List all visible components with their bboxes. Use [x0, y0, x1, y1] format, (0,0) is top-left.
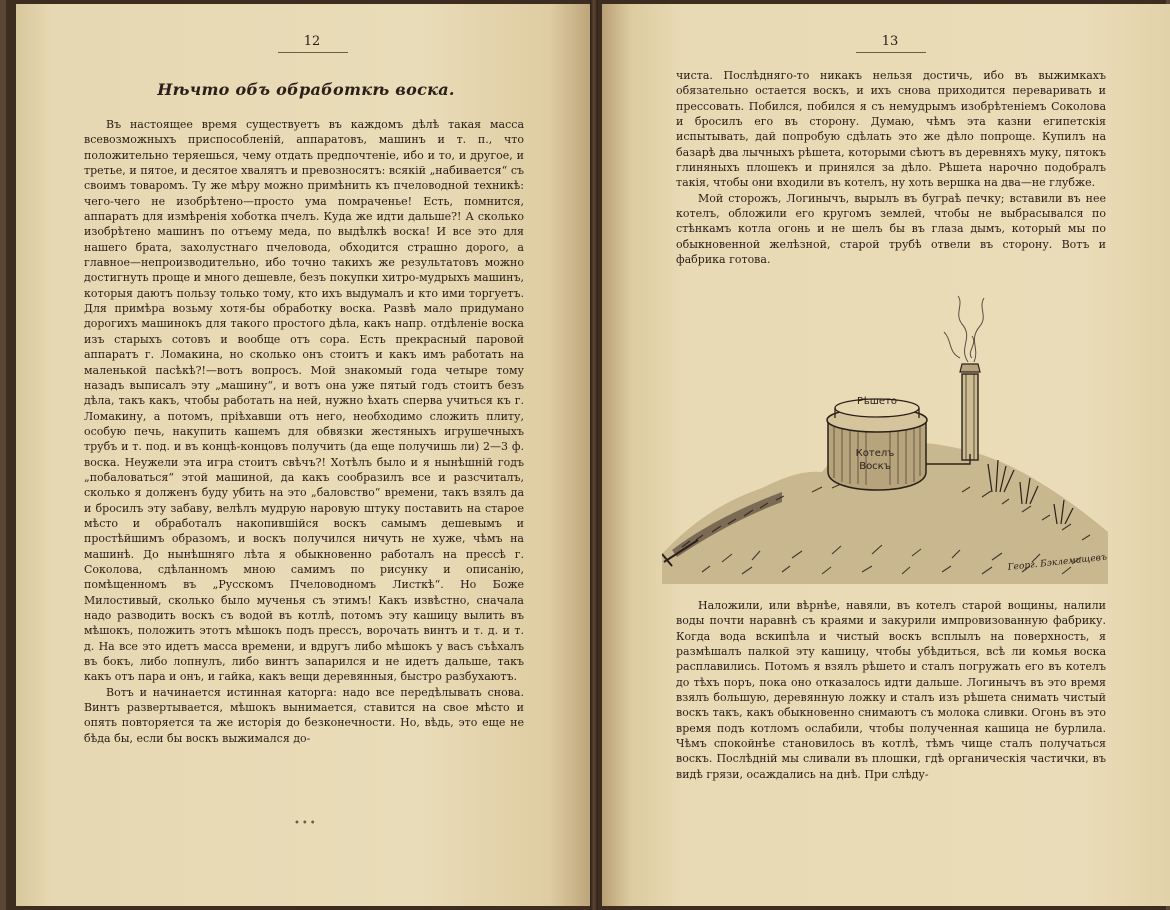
page-number-rule [278, 52, 348, 53]
wax-label: Воскъ [859, 461, 891, 472]
wax-kettle-illustration [662, 292, 1108, 584]
right-top-text [676, 68, 1106, 267]
book-spread [6, 0, 1166, 910]
page-number-rule [856, 52, 926, 53]
page-number: 12 [303, 34, 321, 49]
right-bottom-text [676, 598, 1106, 782]
paragraph: Наложили, или вѣрнѣе, навяли, въ котелъ старой вощины, налили воды почти наравнѣ съ краями и закурили импровизованную фабрику. Когда вода вскипѣла и чистый воскъ всплылъ на поверхность, я размѣшалъ палкой эту кашицу, чтобы убѣдиться, всѣ ли комья воска расплавились. Потомъ я взялъ рѣшето и сталъ погружать его въ котелъ до тѣхъ поръ, пока оно отказалось идти дальше. Логинычъ въ это время взялъ большую, деревянную ложку и сталъ изъ рѣшета снимать чистый воскъ такъ, какъ обыкновенно снимаютъ съ молока сливки. Огонь въ это время подъ котломъ ослабили, чтобы полученная кашица не бурлила. Чѣмъ спокойнѣе становилось въ котлѣ, тѣмъ чище сталъ получаться воскъ. Послѣдній мы сливали въ плошки, гдѣ органическія частички, въ видѣ грязи, осаждались на днѣ. При слѣду- [676, 599, 1106, 781]
paragraph: Мой сторожъ, Логинычъ, вырылъ въ буграѣ печку; вставили въ нее котелъ, обложили его кругомъ землей, чтобы не выбрасывался по стѣнкамъ котла огонь и не шелъ бы въ глаза дымъ, который мы по обыкновенной желѣзной, старой трубѣ отвели въ сторону. Вотъ и фабрика готова. [676, 191, 1106, 267]
book-gutter [590, 0, 598, 910]
left-body-text [84, 117, 524, 746]
footer-ornament: ••• [294, 818, 318, 829]
paragraph: Вотъ и начинается истинная каторга: надо все передѣлывать снова. Винтъ развертывается, мѣшокъ вынимается, ставится на свое мѣсто и опять повторяется та же исторія до безконечности. Но, вѣдь, это еще не бѣда бы, если бы воскъ выжимался до- [84, 685, 524, 745]
paragraph: Въ настоящее время существуетъ въ каждомъ дѣлѣ такая масса всевозможныхъ приспособленій, аппаратовъ, машинъ и т. п., что положительно теряешься, чему отдать предпочтеніе, ибо и то, и другое, и третье, и пятое, и десятое хвалятъ и превозносятъ: всякій „набивается“ съ своимъ товаромъ. Ту же мѣру можно примѣнить къ пчеловодной техникѣ: чего-чего не изобрѣтено—просто ума помраченье! Есть, помнится, аппаратъ для измѣренія хоботка пчелъ. Куда же идти дальше?! А сколько изобрѣтено машинъ по отъему меда, по выдѣлкѣ воска! И все это для нашего брата, захолустнаго пчеловода, обходится страшно дорого, а главное—непроизводительно, ибо точно такихъ же результатовъ можно достигнуть проще и много дешевле, безъ покупки хитро-мудрыхъ машинъ, которыя даютъ пользу только тому, кто ихъ выдумалъ и кто ими торгуетъ. Для примѣра возьму хотя-бы обработку воска. Развѣ мало придумано дорогихъ машинокъ для такого простого дѣла, какъ напр. отдѣленіе воска изъ старыхъ сотовъ и вообще отъ сора. Есть прекрасный паровой аппаратъ г. Ломакина, но сколько онъ стоитъ и какъ имъ работать на маленькой пасѣкѣ?!—вотъ вопросъ. Мой знакомый года четыре тому назадъ выписалъ эту „машину“, и вотъ она уже пятый годъ стоитъ безъ дѣла, такъ какъ, чтобы работать на ней, нужно ѣхать сперва учиться къ г. Ломакину, а потомъ, пріѣхавши отъ него, необходимо сложить плиту, особую печь, накупить кашемъ для обвязки жестяныхъ игрушечныхъ трубъ и т. под. и въ концѣ-концовъ получить (да еще получишь ли) 2—3 ф. воска. Неужели эта игра стоитъ свѣчъ?! Хотѣлъ было и я нынѣшній годъ „побаловаться“ этой машиной, да какъ сообразилъ все и разсчиталъ, сколько я долженъ буду убить на это „баловство“ времени, такъ взялъ да и бросилъ эту забаву, велѣлъ мудрую наровую штуку поставить на старое мѣсто и обработалъ накопившійся воскъ самымъ дешевымъ и простѣйшимъ образомъ, и воскъ получился ничуть не хуже, чѣмъ на машинѣ. До нынѣшняго лѣта я обыкновенно работалъ на прессѣ г. Соколова, сдѣланномъ мною самимъ по рисунку и описанію, помѣщенномъ въ „Русскомъ Пчеловодномъ Листкѣ“. Но Боже Милостивый, сколько было мученья съ этимъ! Какъ извѣстно, сначала надо разводить воскъ съ водой въ котлѣ, потомъ эту кашицу вылить въ мѣшокъ, положить этотъ мѣшокъ подъ прессъ, ворочать винтъ и т. д. и т. д. На все это идетъ масса времени, и вдругъ либо мѣшокъ у васъ съѣхалъ въ бокъ, либо лопнулъ, либо винтъ запарился и не идетъ дальше, такъ какъ отъ пара и онъ, и гайка, какъ вещи деревянныя, быстро разбухаютъ. [84, 118, 524, 684]
article-title: Нѣчто объ обработкѣ воска. [157, 80, 455, 99]
right-page [602, 4, 1170, 906]
page-number: 13 [881, 34, 899, 49]
artist-signature: Георг. Бэклемищевъ [1007, 552, 1108, 573]
left-page [16, 4, 596, 906]
sieve-label: Рѣшето [857, 396, 897, 407]
paragraph: чиста. Послѣдняго-то никакъ нельзя достичь, ибо въ выжимкахъ обязательно остается воскъ, и ихъ снова приходится переваривать и прессовать. Побился, побился я съ немудрымъ изобрѣтеніемъ Соколова и бросилъ его въ сторону. Думаю, чѣмъ эта казни египетскія испытывать, дай попробую сдѣлать это же дѣло попроще. Купилъ на базарѣ два лычныхъ рѣшета, которыми сѣютъ въ деревняхъ муку, пятокъ глиняныхъ плошекъ и принялся за дѣло. Рѣшета нарочно подобралъ такія, чтобы они входили въ котелъ, ну хоть вершка на два—не глубже. [676, 69, 1106, 190]
kettle-label: Котелъ [855, 448, 895, 459]
